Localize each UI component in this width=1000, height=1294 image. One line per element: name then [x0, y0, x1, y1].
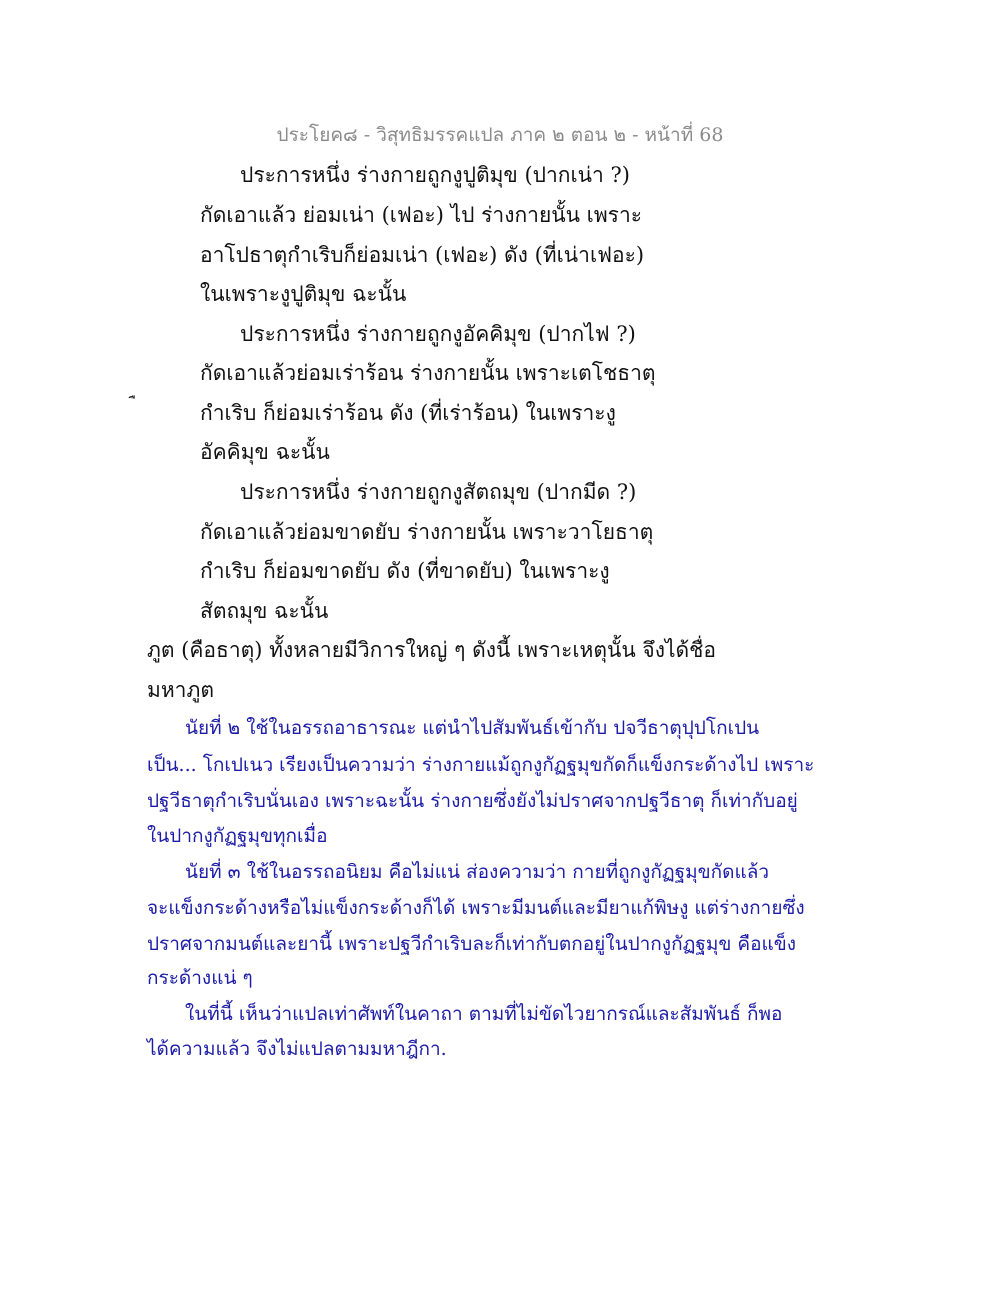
note-line: ในที่นี้ เห็นว่าแปลเท่าศัพท์ในคาถา ตามที่ไม่ขัดไวยากรณ์และสัมพันธ์ ก็พอ — [185, 1003, 783, 1025]
note-line: ในปากงูกัฏฐมุขทุกเมื่อ — [147, 825, 328, 847]
verse-line: ประการหนึ่ง ร่างกายถูกงูปูติมุข (ปากเน่า ?) — [240, 163, 630, 187]
note-line: ได้ความแล้ว จึงไม่แปลตามมหาฎีกา. — [147, 1038, 447, 1060]
verse-line: ประการหนึ่ง ร่างกายถูกงูอัคคิมุข (ปากไฟ ?) — [240, 322, 636, 346]
verse-line: กัดเอาแล้วย่อมเร่าร้อน ร่างกายนั้น เพราะเตโชธาตุ — [200, 361, 656, 385]
verse-line: กำเริบ ก็ย่อมเร่าร้อน ดัง (ที่เร่าร้อน) ในเพราะงู — [200, 401, 616, 425]
note-line: ปราศจากมนต์และยานี้ เพราะปฐวีกำเริบละก็เท่ากับตกอยู่ในปากงูกัฏฐมุข คือแข็ง — [147, 933, 797, 955]
verse-line: สัตถมุข ฉะนั้น — [200, 599, 329, 623]
note-line: นัยที่ ๒ ใช้ในอรรถอาธารณะ แต่นำไปสัมพันธ์เข้ากับ ปจวีธาตุปุปโกเปน — [185, 717, 760, 739]
verse-line: กัดเอาแล้วย่อมขาดยับ ร่างกายนั้น เพราะวาโยธาตุ — [200, 520, 654, 544]
verse-line: อัคคิมุข ฉะนั้น — [200, 440, 330, 464]
note-line: จะแข็งกระด้างหรือไม่แข็งกระด้างก็ได้ เพราะมีมนต์และมียาแก้พิษงู แต่ร่างกายซึ่ง — [147, 897, 805, 919]
conclusion-line: ภูต (คือธาตุ) ทั้งหลายมีวิการใหญ่ ๆ ดังนี้ เพราะเหตุนั้น จึงได้ชื่อ — [147, 638, 717, 662]
note-line: กระด้างแน่ ๆ — [147, 967, 253, 989]
verse-line: กัดเอาแล้ว ย่อมเน่า (เฟอะ) ไป ร่างกายนั้น เพราะ — [200, 203, 643, 227]
note-line: นัยที่ ๓ ใช้ในอรรถอนิยม คือไม่แน่ ส่องความว่า กายที่ถูกงูกัฏฐมุขกัดแล้ว — [185, 861, 770, 883]
note-line: เป็น... โกเปเนว เรียงเป็นความว่า ร่างกายแม้ถูกงูกัฏฐมุขกัดก็แข็งกระด้างไป เพราะ — [147, 754, 815, 776]
verse-line: อาโปธาตุกำเริบก็ย่อมเน่า (เฟอะ) ดัง (ที่เน่าเฟอะ) — [200, 243, 645, 267]
verse-line: ประการหนึ่ง ร่างกายถูกงูสัตถมุข (ปากมีด ?) — [240, 480, 637, 504]
conclusion-line: มหาภูต — [147, 678, 214, 702]
verse-line: ในเพราะงูปูติมุข ฉะนั้น — [200, 282, 407, 306]
verse-line: กำเริบ ก็ย่อมขาดยับ ดัง (ที่ขาดยับ) ในเพราะงู — [200, 559, 610, 583]
note-line: ปฐวีธาตุกำเริบนั่นเอง เพราะฉะนั้น ร่างกายซึ่งยังไม่ปราศจากปฐวีธาตุ ก็เท่ากับอยู่ — [147, 790, 798, 812]
page-header: ประโยค๘ - วิสุทธิมรรคแปล ภาค ๒ ตอน ๒ - หน้าที่ 68 — [276, 124, 724, 146]
